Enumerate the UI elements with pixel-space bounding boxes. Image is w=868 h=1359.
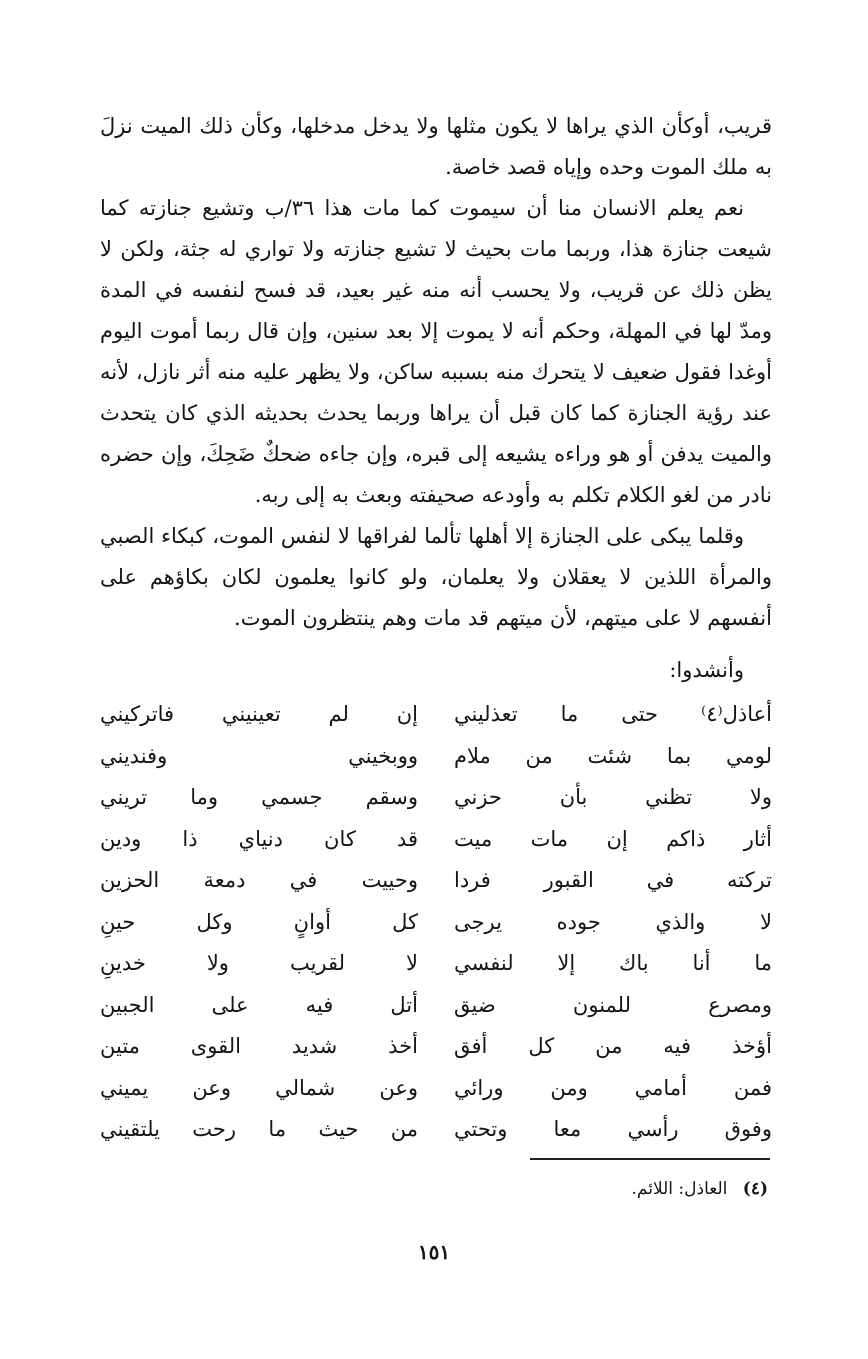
verse-second-hemistich: لا لقريب ولا خدينِ: [100, 951, 418, 975]
page-number: ١٥١: [417, 1240, 451, 1264]
prose-body: [100, 106, 772, 639]
footnote-number: (٤): [742, 1179, 768, 1199]
paragraph-1: قريب، أوكأن الذي يراها لا يكون مثلها ولا يدخل مدخلها، وكأن ذلك الميت نزلَ به ملك الموت وحده وإياه قصد خاصة.: [100, 114, 772, 179]
verse-second-hemistich: إن لم تعينيني فاتركيني: [100, 702, 418, 726]
footnote: [632, 1176, 768, 1202]
verse-first-hemistich: وفوق رأسي معا وتحتي: [454, 1117, 772, 1141]
verse-first-hemistich: أعاذل⁽٤⁾ حتى ما تعذليني: [454, 702, 772, 726]
verse-10: [100, 1068, 772, 1110]
verse-4: [100, 819, 772, 861]
verse-second-hemistich: من حيث ما رحت يلتقيني: [100, 1117, 418, 1141]
verse-second-hemistich: كل أوانٍ وكل حينِ: [100, 909, 418, 934]
footnote-separator: [530, 1158, 770, 1160]
verse-6: [100, 902, 772, 944]
verse-first-hemistich: أثار ذاكم إن مات ميت: [454, 826, 772, 851]
verse-second-hemistich: أخذ شديد القوى متين: [100, 1034, 418, 1058]
verse-1: [100, 694, 772, 736]
verse-first-hemistich: تركته في القبور فردا: [454, 868, 772, 892]
verse-first-hemistich: لومي بما شئت من ملام: [454, 743, 772, 768]
verse-first-hemistich: فمن أمامي ومن ورائي: [454, 1075, 772, 1100]
verse-first-hemistich: لا والذي جوده يرجى: [454, 909, 772, 934]
poem-intro: وأنشدوا:: [669, 658, 744, 682]
poem: [100, 694, 772, 1151]
verse-second-hemistich: وسقم جسمي وما تريني: [100, 785, 418, 809]
verse-7: [100, 943, 772, 985]
verse-11: [100, 1109, 772, 1151]
verse-second-hemistich: قد كان دنياي ذا ودين: [100, 826, 418, 851]
verse-9: [100, 1026, 772, 1068]
verse-first-hemistich: أؤخذ فيه من كل أفق: [454, 1034, 772, 1058]
verse-first-hemistich: ما أنا باك إلا لنفسي: [454, 951, 772, 975]
verse-second-hemistich: وعن شمالي وعن يميني: [100, 1075, 418, 1100]
verse-first-hemistich: ولا تظني بأن حزني: [454, 785, 772, 809]
verse-second-hemistich: ووبخيني وفنديني: [100, 743, 418, 768]
paragraph-2: نعم يعلم الانسان منا أن سيموت كما مات هذا ٣٦/ب وتشيع جنازته كما شيعت جنازة هذا، وربما مات بحيث لا تشيع جنازته ولا تواري له جثة، ولكن لا يظن ذلك عن قريب، ولا يحسب أنه منه غير بعيد، قد فسح لنفسه في المدة ومدّ لها في المهلة، وحكم أنه لا يموت إلا بعد سنين، وإن قال ربما أموت اليوم أوغدا فقول ضعيف لا يتحرك منه بسببه ساكن، ولا يظهر عليه منه أثر نازل، لأنه عند رؤية الجنازة كما كان قبل أن يراها وربما يحدث بحديثه الذي كان يتحدث والميت يدفن أو هو وراءه يشيعه إلى قبره، وإن جاءه ضحكٌ ضَحِكَ، وإن حضره نادر من لغو الكلام تكلم به وأودعه صحيفته وبعث به إلى ربه.: [100, 196, 772, 507]
verse-first-hemistich: ومصرع للمنون ضيق: [454, 992, 772, 1017]
verse-5: [100, 860, 772, 902]
paragraph-3: وقلما يبكى على الجنازة إلا أهلها تألما لفراقها لا لنفس الموت، كبكاء الصبي والمرأة اللذين لا يعقلان ولا يعلمان، ولو كانوا يعلمون لكان بكاؤهم على أنفسهم لا على ميتهم، لأن ميتهم قد مات وهم ينتظرون الموت.: [100, 524, 772, 630]
footnote-text: العاذل: اللائم.: [631, 1179, 728, 1199]
verse-second-hemistich: وحييت في دمعة الحزين: [100, 868, 418, 892]
verse-3: [100, 777, 772, 819]
verse-2: [100, 736, 772, 778]
verse-8: [100, 985, 772, 1027]
verse-second-hemistich: أتل فيه على الجبين: [100, 992, 418, 1017]
